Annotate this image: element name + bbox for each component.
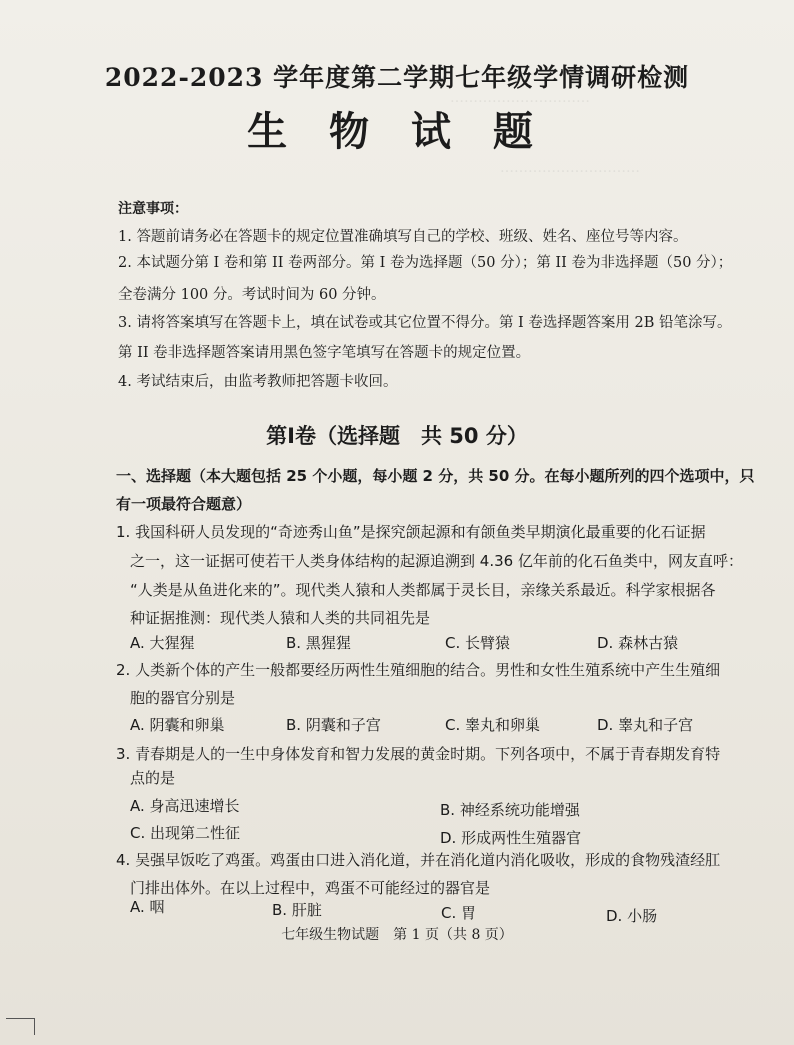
note-line: 1. 答题前请务必在答题卡的规定位置准确填写自己的学校、班级、姓名、座位号等内容。 xyxy=(118,229,688,245)
question-1-text: “人类是从鱼进化来的”。现代类人猿和人类都属于灵长目，亲缘关系最近。科学家根据各 xyxy=(130,581,716,599)
section-title: 第Ⅰ卷（选择题 共 50 分） xyxy=(266,424,528,448)
question-1-text: 之一，这一证据可使若干人类身体结构的起源追溯到 4.36 亿年前的化石鱼类中，网友直呼： xyxy=(130,552,743,570)
question-2-text: 2. 人类新个体的产生一般都要经历两性生殖细胞的结合。男性和女性生殖系统中产生生殖细 xyxy=(116,661,721,679)
question-4-option-a: A. 咽 xyxy=(130,898,165,916)
question-4-option-c: C. 胃 xyxy=(441,904,477,922)
question-1-option-a: A. 大猩猩 xyxy=(130,634,195,652)
question-3-option-a: A. 身高迅速增长 xyxy=(130,797,240,815)
question-3-option-d: D. 形成两性生殖器官 xyxy=(440,829,582,847)
question-2-option-b: B. 阴囊和子宫 xyxy=(286,716,381,734)
exam-title: 2022-2023 学年度第二学期七年级学情调研检测 xyxy=(104,63,690,92)
question-4-text: 门排出体外。在以上过程中，鸡蛋不可能经过的器官是 xyxy=(130,879,491,897)
question-1-option-b: B. 黑猩猩 xyxy=(286,634,351,652)
question-1-option-c: C. 长臂猿 xyxy=(445,634,511,652)
question-2-text: 胞的器官分别是 xyxy=(130,689,236,707)
question-2-option-c: C. 睾丸和卵巢 xyxy=(445,716,541,734)
note-line: 4. 考试结束后，由监考教师把答题卡收回。 xyxy=(118,374,398,390)
show-through-text: ………………………… xyxy=(500,160,640,176)
subject-title: 生 物 试 题 xyxy=(247,108,547,155)
question-4-text: 4. 吴强早饭吃了鸡蛋。鸡蛋由口进入消化道，并在消化道内消化吸收，形成的食物残渣经肛 xyxy=(116,851,721,869)
question-4-option-d: D. 小肠 xyxy=(606,907,658,925)
question-4-option-b: B. 肝脏 xyxy=(272,901,322,919)
question-1-text: 种证据推测：现代类人猿和人类的共同祖先是 xyxy=(130,609,431,627)
question-3-option-b: B. 神经系统功能增强 xyxy=(440,801,580,819)
question-1-text: 1. 我国科研人员发现的“奇迹秀山鱼”是探究颌起源和有颌鱼类早期演化最重要的化石证据 xyxy=(116,523,706,541)
question-2-option-d: D. 睾丸和子宫 xyxy=(597,716,694,734)
question-3-text: 3. 青春期是人的一生中身体发育和智力发展的黄金时期。下列各项中，不属于青春期发育特 xyxy=(116,745,721,763)
note-line: 第 II 卷非选择题答案请用黑色签字笔填写在答题卡的规定位置。 xyxy=(118,345,531,361)
note-line: 2. 本试题分第 I 卷和第 II 卷两部分。第 I 卷为选择题（50 分）；第 II 卷为非选择题（50 分）； xyxy=(118,255,733,271)
show-through-text: ………………………… xyxy=(450,90,590,106)
note-line: 3. 请将答案填写在答题卡上，填在试卷或其它位置不得分。第 I 卷选择题答案用 2B 铅笔涂写。 xyxy=(118,315,732,331)
question-1-option-d: D. 森林古猿 xyxy=(597,634,679,652)
note-line: 全卷满分 100 分。考试时间为 60 分钟。 xyxy=(118,287,386,303)
page-footer: 七年级生物试题 第 1 页（共 8 页） xyxy=(281,927,513,943)
question-3-option-c: C. 出现第二性征 xyxy=(130,824,241,842)
question-3-text: 点的是 xyxy=(130,769,176,787)
notes-heading: 注意事项： xyxy=(118,201,188,217)
page-corner-mark xyxy=(6,1018,35,1035)
section-instruction: 有一项最符合题意） xyxy=(116,495,252,513)
section-instruction: 一、选择题（本大题包括 25 个小题，每小题 2 分，共 50 分。在每小题所列的四个选项中，只 xyxy=(116,467,755,485)
question-2-option-a: A. 阴囊和卵巢 xyxy=(130,716,225,734)
